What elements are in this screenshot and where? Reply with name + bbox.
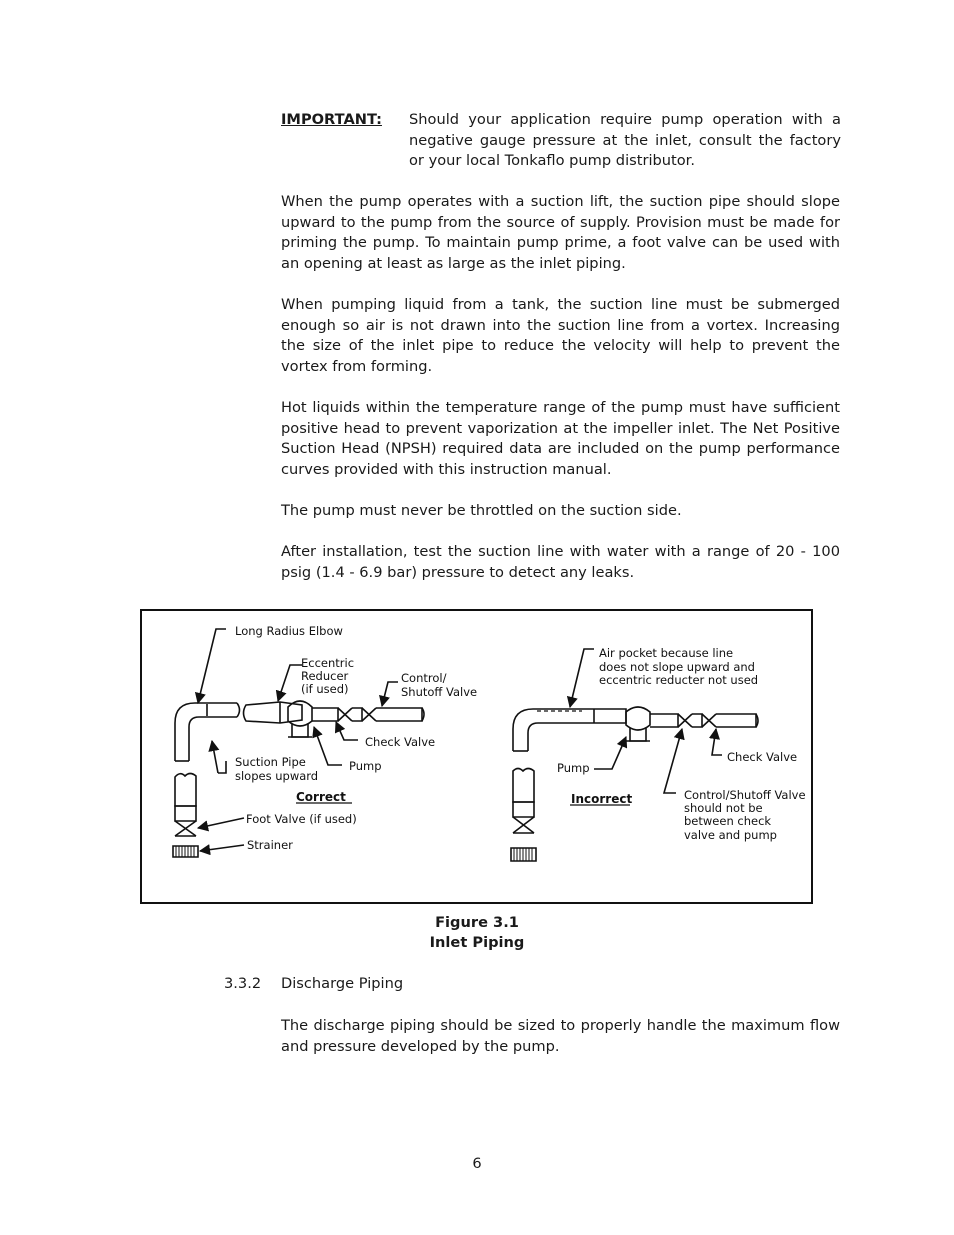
- inlet-piping-diagram: [142, 611, 811, 902]
- label-eccentric-line1: Eccentric: [301, 656, 355, 670]
- label-air-pocket-line3: eccentric reducter not used: [599, 673, 759, 687]
- label-correct-title: Correct: [296, 790, 346, 804]
- label-control-shutoff-line3: between check: [684, 814, 772, 828]
- figure-inlet-piping: [140, 609, 813, 904]
- label-long-radius-elbow: Long Radius Elbow: [235, 624, 343, 638]
- label-suction-line1: Suction Pipe: [235, 755, 306, 769]
- label-control-line1: Control/: [401, 671, 447, 685]
- label-eccentric-line2: Reducer: [301, 669, 349, 683]
- section-number: 3.3.2: [224, 975, 262, 992]
- figure-caption-title: Inlet Piping: [429, 934, 525, 951]
- label-pump-correct: Pump: [349, 759, 382, 773]
- page-number: 6: [472, 1155, 482, 1172]
- paragraph-hot-liquids: Hot liquids within the temperature range of the pump must have sufficient positive head to prevent vaporization at the impeller inlet. The Net Positive Suction Head (NPSH) required data are included on the pump performance curves provided with this instruction manual.: [281, 399, 840, 479]
- paragraph-suction-lift: When the pump operates with a suction lift, the suction pipe should slope upward to the pump from the source of supply. Provision must be made for priming the pump. To maintain pump prime, a foot valve can be used with an opening at least as large as the inlet piping.: [281, 193, 840, 273]
- label-strainer: Strainer: [247, 838, 293, 852]
- paragraph-throttle: The pump must never be throttled on the suction side.: [281, 502, 682, 519]
- paragraph-leak-test: After installation, test the suction line with water with a range of 20 - 100 psig (1.4 - 6.9 bar) pressure to detect any leaks.: [281, 543, 840, 581]
- label-check-valve-incorrect: Check Valve: [727, 750, 798, 764]
- label-foot-valve: Foot Valve (if used): [246, 812, 357, 826]
- label-control-shutoff-line2: should not be: [684, 801, 763, 815]
- paragraph-discharge: The discharge piping should be sized to properly handle the maximum flow and pressure developed by the pump.: [281, 1017, 840, 1055]
- label-eccentric-line3: (if used): [301, 682, 349, 696]
- important-label: IMPORTANT:: [281, 111, 382, 128]
- label-suction-line2: slopes upward: [235, 769, 319, 783]
- label-check-valve-correct: Check Valve: [365, 735, 436, 749]
- label-incorrect-title: Incorrect: [571, 792, 633, 806]
- paragraph-tank-vortex: When pumping liquid from a tank, the suction line must be submerged enough so air is not drawn into the suction line from a vortex. Increasing the size of the inlet pipe to reduce the velocity will help to prevent the vortex from forming.: [281, 296, 840, 376]
- label-control-shutoff-line4: valve and pump: [684, 828, 777, 842]
- important-text: Should your application require pump operation with a negative gauge pressure at the inlet, consult the factory or your local Tonkaflo pump distributor.: [409, 111, 841, 170]
- figure-caption-number: Figure 3.1: [435, 914, 519, 931]
- label-control-shutoff-line1: Control/Shutoff Valve: [684, 788, 806, 802]
- label-air-pocket-line2: does not slope upward and: [599, 660, 755, 674]
- label-pump-incorrect: Pump: [557, 761, 590, 775]
- section-title: Discharge Piping: [281, 975, 404, 992]
- label-control-line2: Shutoff Valve: [401, 685, 478, 699]
- label-air-pocket-line1: Air pocket because line: [599, 646, 734, 660]
